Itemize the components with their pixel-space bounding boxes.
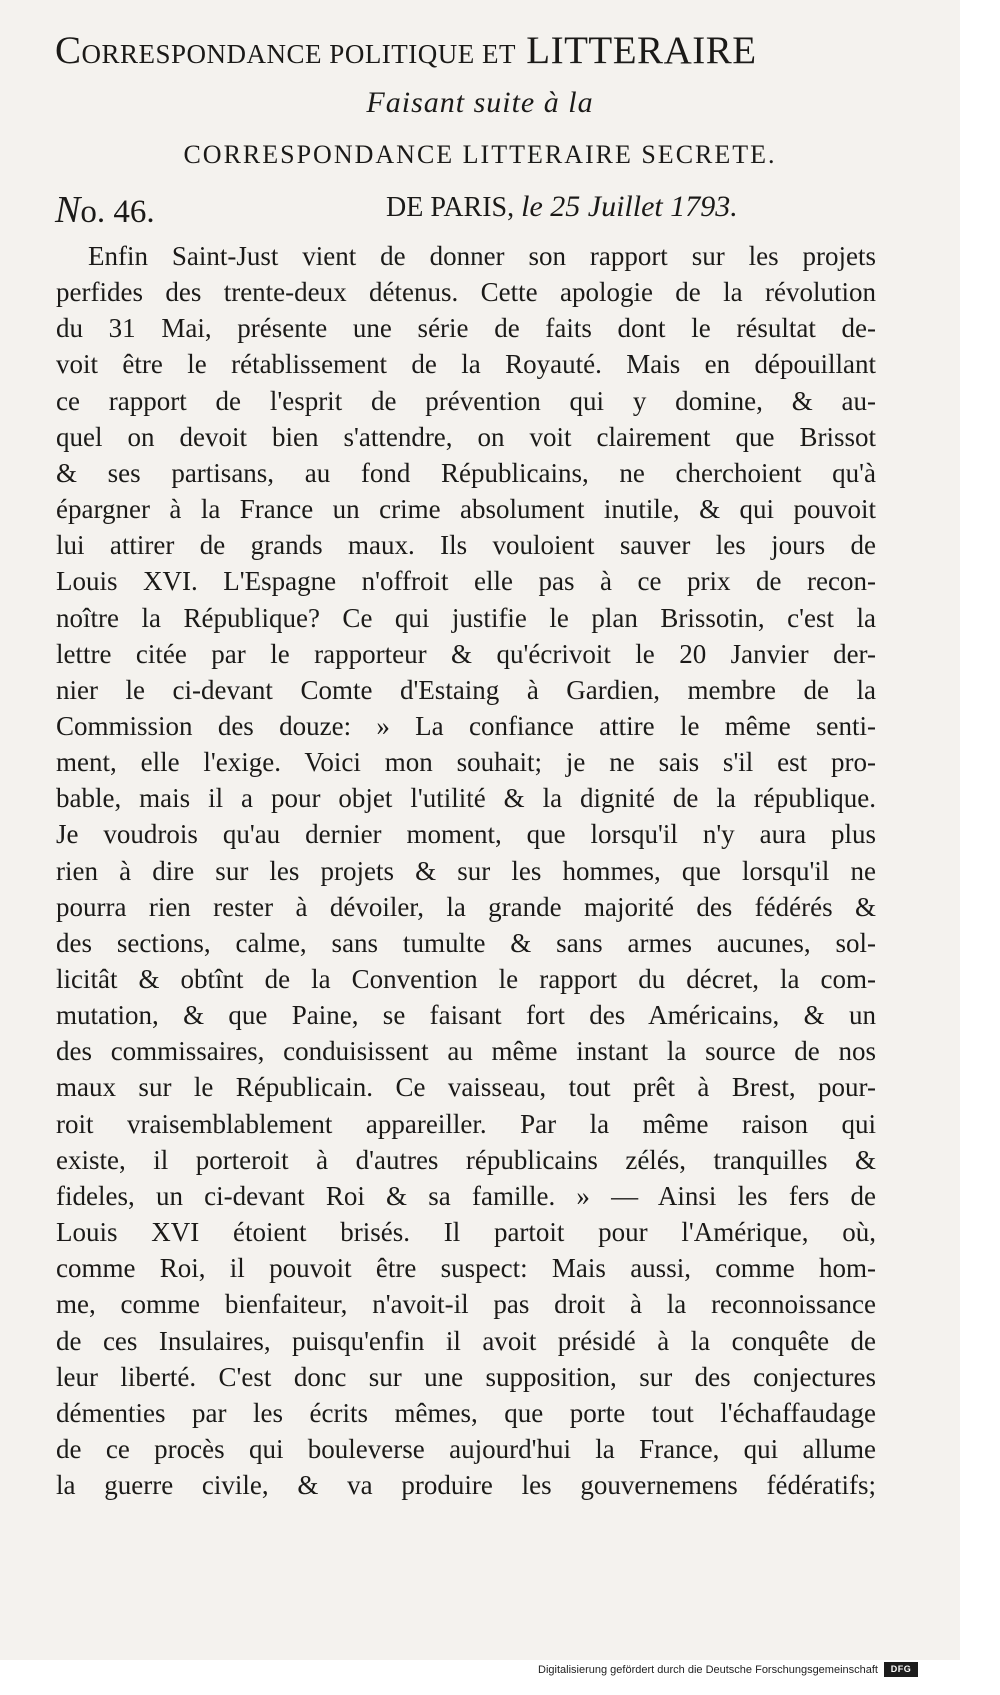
dateline-place: DE PARIS, (386, 192, 522, 223)
text-line: des sections, calme, sans tumulte & sans armes aucunes, sol- (56, 927, 876, 958)
text-line: nier le ci-devant Comte d'Estaing à Gardien, membre de la (56, 674, 876, 705)
text-line: leur liberté. C'est donc sur une supposition, sur des conjectures (56, 1361, 876, 1392)
masthead-title-conjunction: ET (482, 39, 517, 69)
text-line: de ces Insulaires, puisqu'enfin il avoit présidé à la conquête de (56, 1325, 876, 1356)
text-line: ment, elle l'exige. Voici mon souhait; je ne sais s'il est pro- (56, 747, 876, 778)
masthead-subtitle: Faisant suite à la (366, 86, 594, 119)
masthead-title-rest: ORRESPONDANCE POLITIQUE (81, 39, 483, 69)
text-line: démenties par les écrits mêmes, que porte tout l'échaffaudage (56, 1397, 876, 1428)
issue-number-rest: o. 46. (80, 194, 155, 230)
text-line: épargner à la France un crime absolument inutile, & qui pouvoit (56, 494, 876, 525)
text-line: voit être le rétablissement de la Royauté. Mais en dépouillant (56, 349, 876, 380)
text-line: Commission des douze: » La confiance attire le même senti- (56, 710, 876, 741)
masthead-secondary-title: CORRESPONDANCE LITTERAIRE SECRETE. (183, 140, 777, 169)
text-line: licitât & obtînt de la Convention le rapport du décret, la com- (56, 964, 876, 994)
text-line: quel on devoit bien s'attendre, on voit clairement que Brissot (56, 421, 876, 452)
dateline-date: le 25 Juillet 1793. (521, 190, 738, 223)
text-line: Louis XVI. L'Espagne n'offroit elle pas à ce prix de recon- (56, 566, 876, 597)
text-line: Enfin Saint-Just vient de donner son rapport sur les projets (88, 241, 876, 271)
dfg-logo: DFG (884, 1662, 918, 1677)
text-line: roit vraisemblablement appareiller. Par la même raison qui (56, 1108, 876, 1139)
text-line: de ce procès qui bouleverse aujourd'hui la France, qui allume (56, 1433, 876, 1464)
text-line: Je voudrois qu'au dernier moment, que lorsqu'il n'y aura plus (56, 819, 876, 850)
text-line: & ses partisans, au fond Républicains, ne cherchoient qu'à (56, 457, 876, 488)
text-line: lettre citée par le rapporteur & qu'écrivoit le 20 Janvier der- (56, 638, 876, 669)
dateline (386, 190, 738, 224)
text-line: me, comme bienfaiteur, n'avoit-il pas droit à la reconnoissance (56, 1289, 876, 1320)
masthead-title (55, 28, 955, 73)
text-line: des commissaires, conduisissent au même instant la source de nos (56, 1036, 876, 1067)
issue-number (55, 188, 155, 232)
text-line: mutation, & que Paine, se faisant fort des Américains, & un (56, 1000, 876, 1031)
text-line: ce rapport de l'esprit de prévention qui y domine, & au- (56, 385, 876, 416)
text-line: perfides des trente-deux détenus. Cette apologie de la révolution (56, 277, 876, 308)
text-line: Louis XVI étoient brisés. Il partoit pour l'Amérique, où, (56, 1217, 876, 1248)
masthead-title-end: LITTERAIRE (516, 29, 757, 72)
issue-number-prefix: N (55, 189, 81, 231)
text-line: comme Roi, il pouvoit être suspect: Mais aussi, comme hom- (56, 1253, 876, 1284)
text-line: fideles, un ci-devant Roi & sa famille. » — Ainsi les fers de (56, 1180, 876, 1211)
digitization-credit: Digitalisierung gefördert durch die Deutsche Forschungsgemeinschaft (538, 1664, 878, 1676)
text-line: la guerre civile, & va produire les gouvernemens fédératifs; (56, 1470, 876, 1501)
text-line: existe, il porteroit à d'autres républicains zélés, tranquilles & (56, 1144, 876, 1175)
masthead-title-initial: C (55, 29, 82, 72)
text-line: noître la République? Ce qui justifie le plan Brissotin, c'est la (56, 602, 876, 633)
text-line: lui attirer de grands maux. Ils vouloient sauver les jours de (56, 530, 876, 561)
text-line: du 31 Mai, présente une série de faits dont le résultat de- (56, 313, 876, 344)
text-line: maux sur le Républicain. Ce vaisseau, tout prêt à Brest, pour- (56, 1072, 876, 1103)
text-line: rien à dire sur les projets & sur les hommes, que lorsqu'il ne (56, 855, 876, 886)
text-line: bable, mais il a pour objet l'utilité & la dignité de la république. (56, 783, 876, 814)
text-line: pourra rien rester à dévoiler, la grande majorité des fédérés & (56, 891, 876, 922)
